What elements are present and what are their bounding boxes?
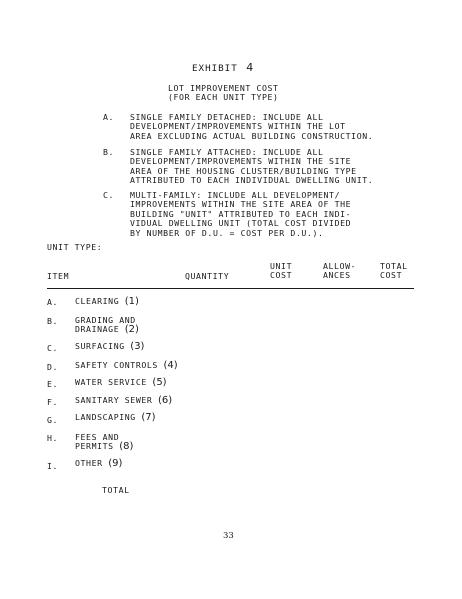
header-allowances-line-2: ANCES: [323, 270, 351, 281]
row-d-label: [75, 361, 178, 370]
header-rule: [47, 288, 414, 289]
row-note-number: (7): [141, 412, 156, 423]
exhibit-title: [192, 63, 253, 73]
definition-c-letter: C.: [103, 190, 115, 200]
header-item: ITEM: [47, 271, 70, 281]
row-label-text: DRAINAGE: [75, 324, 120, 334]
header-unit-cost-line-1: UNIT: [270, 261, 293, 271]
exhibit-label: EXHIBIT: [192, 63, 238, 74]
definition-line: AREA OF THE HOUSING CLUSTER/BUILDING TYPE: [130, 165, 357, 176]
row-note-number: (4): [163, 360, 178, 371]
definition-c-text: [130, 191, 351, 238]
header-allowances-line-1: ALLOW-: [323, 261, 357, 271]
row-label-text: LANDSCAPING: [75, 412, 136, 422]
page-number: 33: [223, 531, 234, 541]
exhibit-number: 4: [246, 61, 254, 74]
definition-line: AREA EXCLUDING ACTUAL BUILDING CONSTRUCTION.: [130, 130, 374, 141]
row-note-number: (3): [130, 341, 145, 352]
definition-b-text: [130, 148, 373, 186]
header-unit-cost: [270, 262, 292, 281]
row-label-text: PERMITS: [75, 441, 114, 451]
definition-a-text: [130, 113, 373, 141]
row-note-number: (9): [108, 458, 123, 469]
definition-line: SINGLE FAMILY DETACHED: INCLUDE ALL: [130, 112, 324, 122]
row-i-letter: I.: [47, 461, 59, 471]
row-d-letter: D.: [47, 362, 59, 372]
header-allowances: [323, 262, 356, 281]
row-note-number: (1): [124, 296, 139, 307]
header-total-cost: [380, 262, 408, 281]
row-g-letter: G.: [47, 415, 59, 425]
row-note-number: (2): [124, 324, 139, 335]
row-a-letter: A.: [47, 297, 59, 307]
row-h-label-line-2: [75, 442, 133, 451]
definition-line: BY NUMBER OF D.U. = COST PER D.U.).: [130, 227, 324, 238]
row-f-label: [75, 396, 172, 405]
definition-line: DEVELOPMENT/IMPROVEMENTS WITHIN THE SITE: [130, 156, 352, 167]
definition-a-letter: A.: [103, 112, 115, 122]
row-label-text: OTHER: [75, 458, 103, 468]
subtitle-line-2: (FOR EACH UNIT TYPE): [168, 92, 279, 103]
row-f-letter: F.: [47, 397, 59, 407]
header-unit-cost-line-2: COST: [270, 270, 293, 281]
row-e-letter: E.: [47, 379, 59, 389]
row-i-label: [75, 459, 122, 468]
definition-line: ATTRIBUTED TO EACH INDIVIDUAL DWELLING UNIT.: [130, 175, 374, 186]
row-h-label-line-1: FEES AND: [75, 432, 120, 442]
header-quantity: QUANTITY: [185, 271, 230, 281]
definition-line: MULTI-FAMILY: INCLUDE ALL DEVELOPMENT/: [130, 190, 341, 200]
row-a-label: [75, 297, 139, 306]
definition-line: BUILDING "UNIT" ATTRIBUTED TO EACH INDI-: [130, 208, 352, 219]
row-label-text: SURFACING: [75, 341, 125, 351]
header-total-cost-line-2: COST: [380, 270, 403, 281]
header-total-cost-line-1: TOTAL: [380, 261, 408, 271]
row-c-label: [75, 342, 144, 351]
row-h-letter: H.: [47, 433, 59, 443]
row-note-number: (8): [119, 441, 134, 452]
row-b-letter: B.: [47, 316, 59, 326]
row-c-letter: C.: [47, 343, 59, 353]
row-e-label: [75, 378, 167, 387]
row-label-text: SANITARY SEWER: [75, 395, 153, 405]
row-note-number: (5): [152, 377, 167, 388]
row-label-text: SAFETY CONTROLS: [75, 360, 158, 370]
document-subtitle: [168, 84, 279, 103]
definition-line: SINGLE FAMILY ATTACHED: INCLUDE ALL: [130, 147, 324, 157]
row-label-text: CLEARING: [75, 296, 120, 306]
definition-line: IMPROVEMENTS WITHIN THE SITE AREA OF THE: [130, 199, 352, 210]
row-g-label: [75, 413, 156, 422]
unit-type-label: UNIT TYPE:: [47, 242, 103, 252]
row-b-label-line-1: GRADING AND: [75, 315, 136, 325]
total-label: TOTAL: [102, 485, 130, 495]
definition-b-letter: B.: [103, 147, 115, 157]
row-b-label-line-2: [75, 325, 139, 334]
row-note-number: (6): [157, 395, 173, 406]
definition-line: DEVELOPMENT/IMPROVEMENTS WITHIN THE LOT: [130, 121, 346, 132]
definition-line: VIDUAL DWELLING UNIT (TOTAL COST DIVIDED: [130, 218, 352, 229]
subtitle-line-1: LOT IMPROVEMENT COST: [168, 83, 279, 93]
row-label-text: WATER SERVICE: [75, 377, 147, 387]
